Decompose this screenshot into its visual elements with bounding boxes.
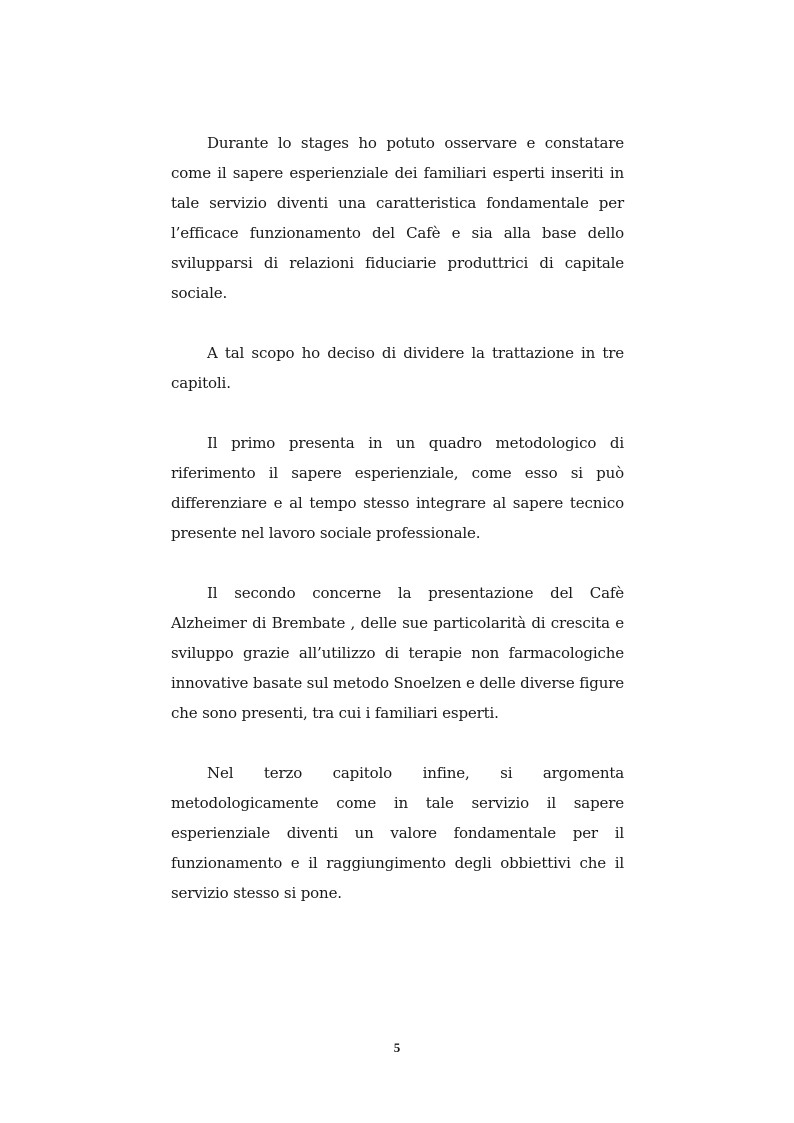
body-text (171, 128, 624, 938)
page-number: 5 (393, 1040, 401, 1055)
paragraph-second-chapter: Il secondo concerne la presentazione del Cafè Alzheimer di Brembate , delle sue particolarità di crescita e sviluppo grazie all’utilizzo di terapie non farmacologiche innovative basate sul metodo Snoelzen e delle diverse figure che sono presenti, tra cui i familiari esperti. (171, 584, 624, 722)
paragraph-stage-observation: Durante lo stages ho potuto osservare e constatare come il sapere esperienziale dei familiari esperti inseriti in tale servizio diventi una caratteristica fondamentale per l’efficace funzionamento del Cafè e sia alla base dello svilupparsi di relazioni fiduciarie produttrici di capitale sociale. (171, 134, 624, 302)
paragraph-chapters-intro: A tal scopo ho deciso di dividere la trattazione in tre capitoli. (171, 344, 624, 392)
paragraph-first-chapter: Il primo presenta in un quadro metodologico di riferimento il sapere esperienziale, come esso si può differenziare e al tempo stesso integrare al sapere tecnico presente nel lavoro sociale professionale. (171, 434, 624, 542)
paragraph-third-chapter: Nel terzo capitolo infine, si argomenta metodologicamente come in tale servizio il sapere esperienziale diventi un valore fondamentale per il funzionamento e il raggiungimento degli obbiettivi che il servizio stesso si pone. (171, 764, 624, 902)
